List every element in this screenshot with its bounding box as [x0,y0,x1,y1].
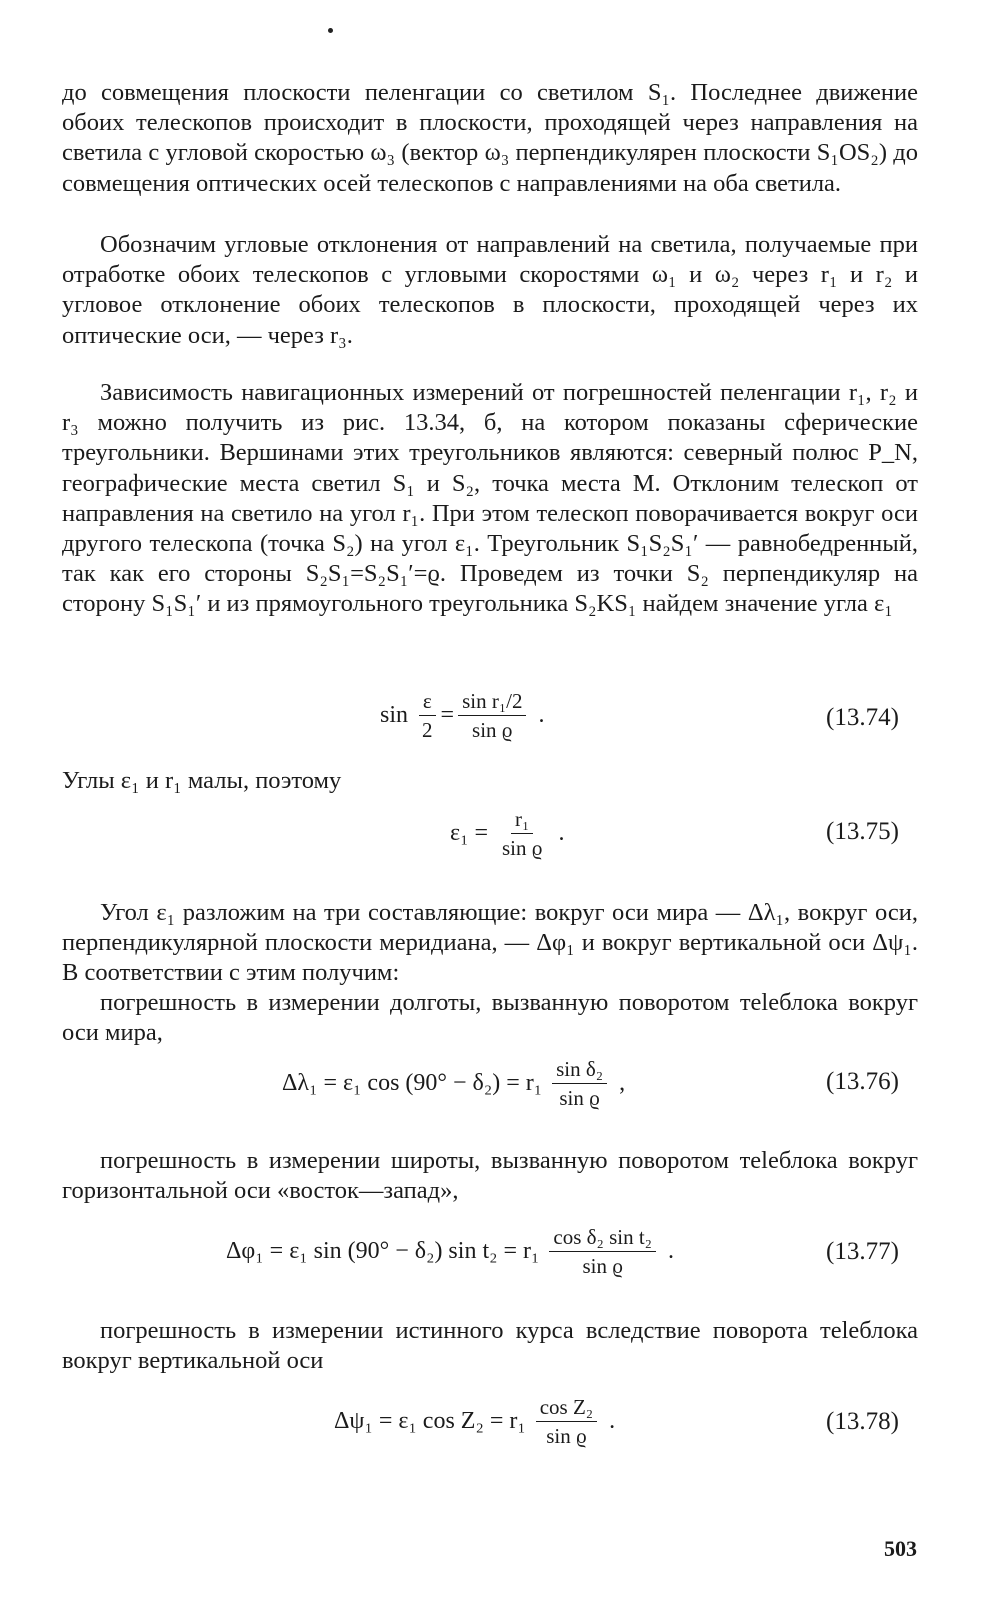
eq77-lhs: Δφ₁ = ε₁ sin (90° − δ₂) sin t₂ = r₁ [226,1238,540,1264]
eq78-punct: . [609,1408,616,1434]
eq75-fraction [498,808,546,859]
equation-13-78 [334,1396,615,1447]
equation-number-13-76: (13.76) [826,1068,899,1095]
paragraph-5: Угол ε₁ разложим на три составляющие: вокруг оси мира — Δλ₁, вокруг оси, перпендикулярной плоскости меридиана, — Δφ₁ и вокруг вертикальной оси Δψ₁. В соответствии с этим получим: [62,899,918,987]
eq78-denominator: sin ϱ [546,1424,587,1448]
eq74-fraction-1 [418,690,437,741]
equation-number-13-77: (13.77) [826,1238,899,1265]
eq74-frac2-denominator: sin ϱ [472,718,513,742]
eq76-punct: , [619,1070,626,1096]
equation-number-13-78: (13.78) [826,1408,899,1435]
eq77-punct: . [668,1238,674,1264]
eq74-equals: = [440,702,455,728]
eq76-fraction [552,1058,607,1109]
paragraph-2: Обозначим угловые отклонения от направлений на светила, получаемые при отработке обоих телескопов с угловыми скоростями ω₁ и ω₂ через r₁ и r₂ и угловое отклонение обоих телескопов в плоскости, проходящей через их оптические оси, — через r₃. [62,231,918,349]
paragraph-1: до совмещения плоскости пеленгации со светилом S₁. Последнее движение обоих телескопов происходит в плоскости, проходящей через направления на светила с угловой скоростью ω₃ (вектор ω₃ перпендикулярен плоскости S₁OS₂) до совмещения оптических осей телескопов с направлениями на оба светила. [62,79,918,197]
paragraph-6: погрешность в измерении долготы, вызванную поворотом теleблока вокруг оси мира, [62,989,918,1047]
eq76-denominator: sin ϱ [559,1086,600,1110]
eq74-fraction-2 [458,690,526,741]
equation-13-76 [282,1058,625,1109]
paragraph-3: Зависимость навигационных измерений от погрешностей пеленгации r₁, r₂ и r₃ можно получить из рис. 13.34, б, на котором показаны сферические треугольники. Вершинами этих треугольников являются: северный полюс P_N, географические места светил S₁ и S₂, точка места M. Отклоним телескоп от направления на светило на угол r₁. При этом телескоп поворачивается вокруг оси другого телескопа (точка S₂) на угол ε₁. Треугольник S₁S₂S₁′ — равнобедренный, так как его стороны S₂S₁=S₂S₁′=ϱ. Проведем из точки S₂ перпендикуляр на сторону S₁S₁′ и из прямоугольного треугольника S₂KS₁ найдем значение угла ε₁ [62,379,918,618]
eq76-lhs: Δλ₁ = ε₁ cos (90° − δ₂) = r₁ [282,1070,543,1096]
eq74-frac2-numerator: sin r₁/2 [458,690,526,716]
eq74-frac1-numerator: ε [419,690,436,716]
equation-13-75 [450,808,564,859]
eq77-numerator: cos δ₂ sin t₂ [549,1226,656,1252]
eq75-numerator: r₁ [511,808,533,834]
eq74-frac1-denominator: 2 [422,718,433,742]
eq74-sin: sin [380,702,409,728]
paragraph-7: погрешность в измерении широты, вызванную поворотом теleблока вокруг горизонтальной оси «восток—запад», [62,1147,918,1205]
eq78-fraction [536,1396,597,1447]
eq75-lhs: ε₁ = [450,820,488,846]
equation-number-13-74: (13.74) [826,704,899,731]
eq78-lhs: Δψ₁ = ε₁ cos Z₂ = r₁ [334,1408,526,1434]
eq75-punct: . [558,820,565,846]
paragraph-4: Углы ε₁ и r₁ малы, поэтому [62,767,342,794]
equation-13-77 [226,1226,674,1277]
ink-speck [328,28,333,33]
eq77-denominator: sin ϱ [582,1254,623,1278]
eq77-fraction [549,1226,656,1277]
page-number: 503 [884,1536,917,1561]
eq76-numerator: sin δ₂ [552,1058,607,1084]
eq75-denominator: sin ϱ [501,836,543,860]
equation-number-13-75: (13.75) [826,818,899,845]
eq74-punct: . [538,702,545,728]
eq78-numerator: cos Z₂ [536,1396,597,1422]
paragraph-8: погрешность в измерении истинного курса вследствие поворота теleблока вокруг вертикальной оси [62,1317,918,1375]
equation-13-74 [380,690,544,741]
